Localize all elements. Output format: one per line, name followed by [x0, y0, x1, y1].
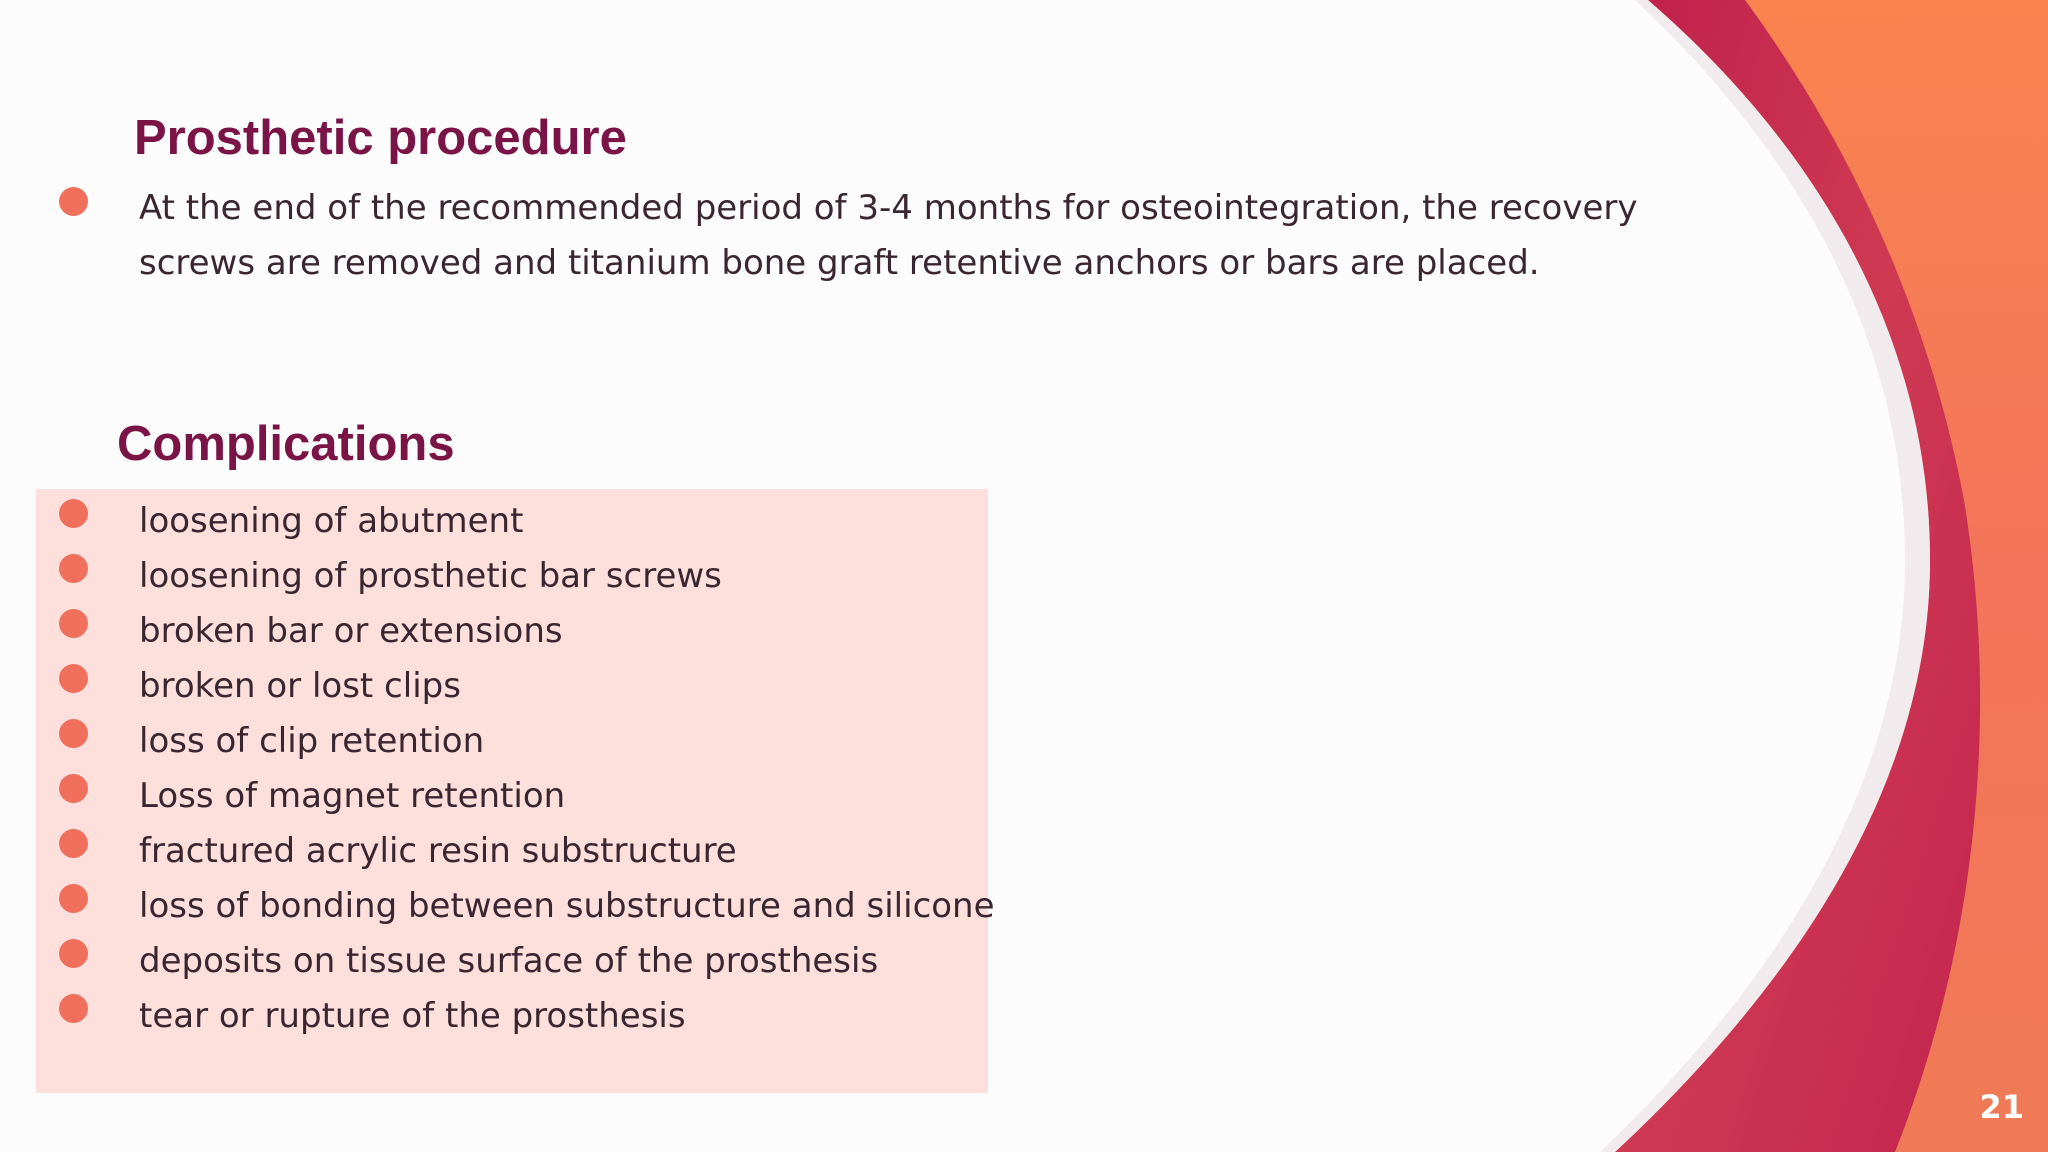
- bullet-icon: [59, 554, 88, 583]
- list-item-text: fractured acrylic resin substructure: [139, 831, 737, 871]
- bullet-icon: [59, 884, 88, 913]
- bullet-icon: [59, 994, 88, 1023]
- list-item: [36, 879, 995, 934]
- list-item: [36, 659, 976, 714]
- bullet-icon: [59, 499, 88, 528]
- list-item-text: loss of bonding between substructure and silicone: [139, 886, 995, 926]
- bullet-icon: [59, 719, 88, 748]
- list-item-text: loosening of abutment: [139, 501, 524, 541]
- list-item: [36, 714, 976, 769]
- list-item-text: broken or lost clips: [139, 666, 461, 706]
- list-item-text: loosening of prosthetic bar screws: [139, 556, 722, 596]
- bullet-icon: [59, 664, 88, 693]
- list-item: [36, 934, 976, 989]
- list-item: [36, 604, 976, 659]
- bullet-icon: [59, 609, 88, 638]
- list-item-text: Loss of magnet retention: [139, 776, 566, 816]
- procedure-heading: Prosthetic procedure: [134, 111, 627, 165]
- list-item-text: loss of clip retention: [139, 721, 485, 761]
- list-item: [36, 989, 976, 1044]
- complications-heading: Complications: [117, 417, 455, 471]
- bullet-icon: [59, 939, 88, 968]
- list-item: [36, 769, 976, 824]
- list-item-text: deposits on tissue surface of the prosthesis: [139, 941, 879, 981]
- list-item: [36, 494, 976, 549]
- bullet-icon: [59, 774, 88, 803]
- bullet-icon: [59, 829, 88, 858]
- slide-number: 21: [1979, 1088, 2024, 1126]
- procedure-text: At the end of the recommended period of 3-4 months for osteointegration, the recovery screws are removed and titanium bone graft retentive anchors or bars are placed.: [139, 188, 1638, 283]
- list-item: [36, 549, 976, 604]
- list-item-text: tear or rupture of the prosthesis: [139, 996, 686, 1036]
- procedure-bullet-icon: [59, 187, 88, 216]
- list-item: [36, 824, 976, 879]
- list-item-text: broken bar or extensions: [139, 611, 563, 651]
- complications-box: [36, 489, 995, 1093]
